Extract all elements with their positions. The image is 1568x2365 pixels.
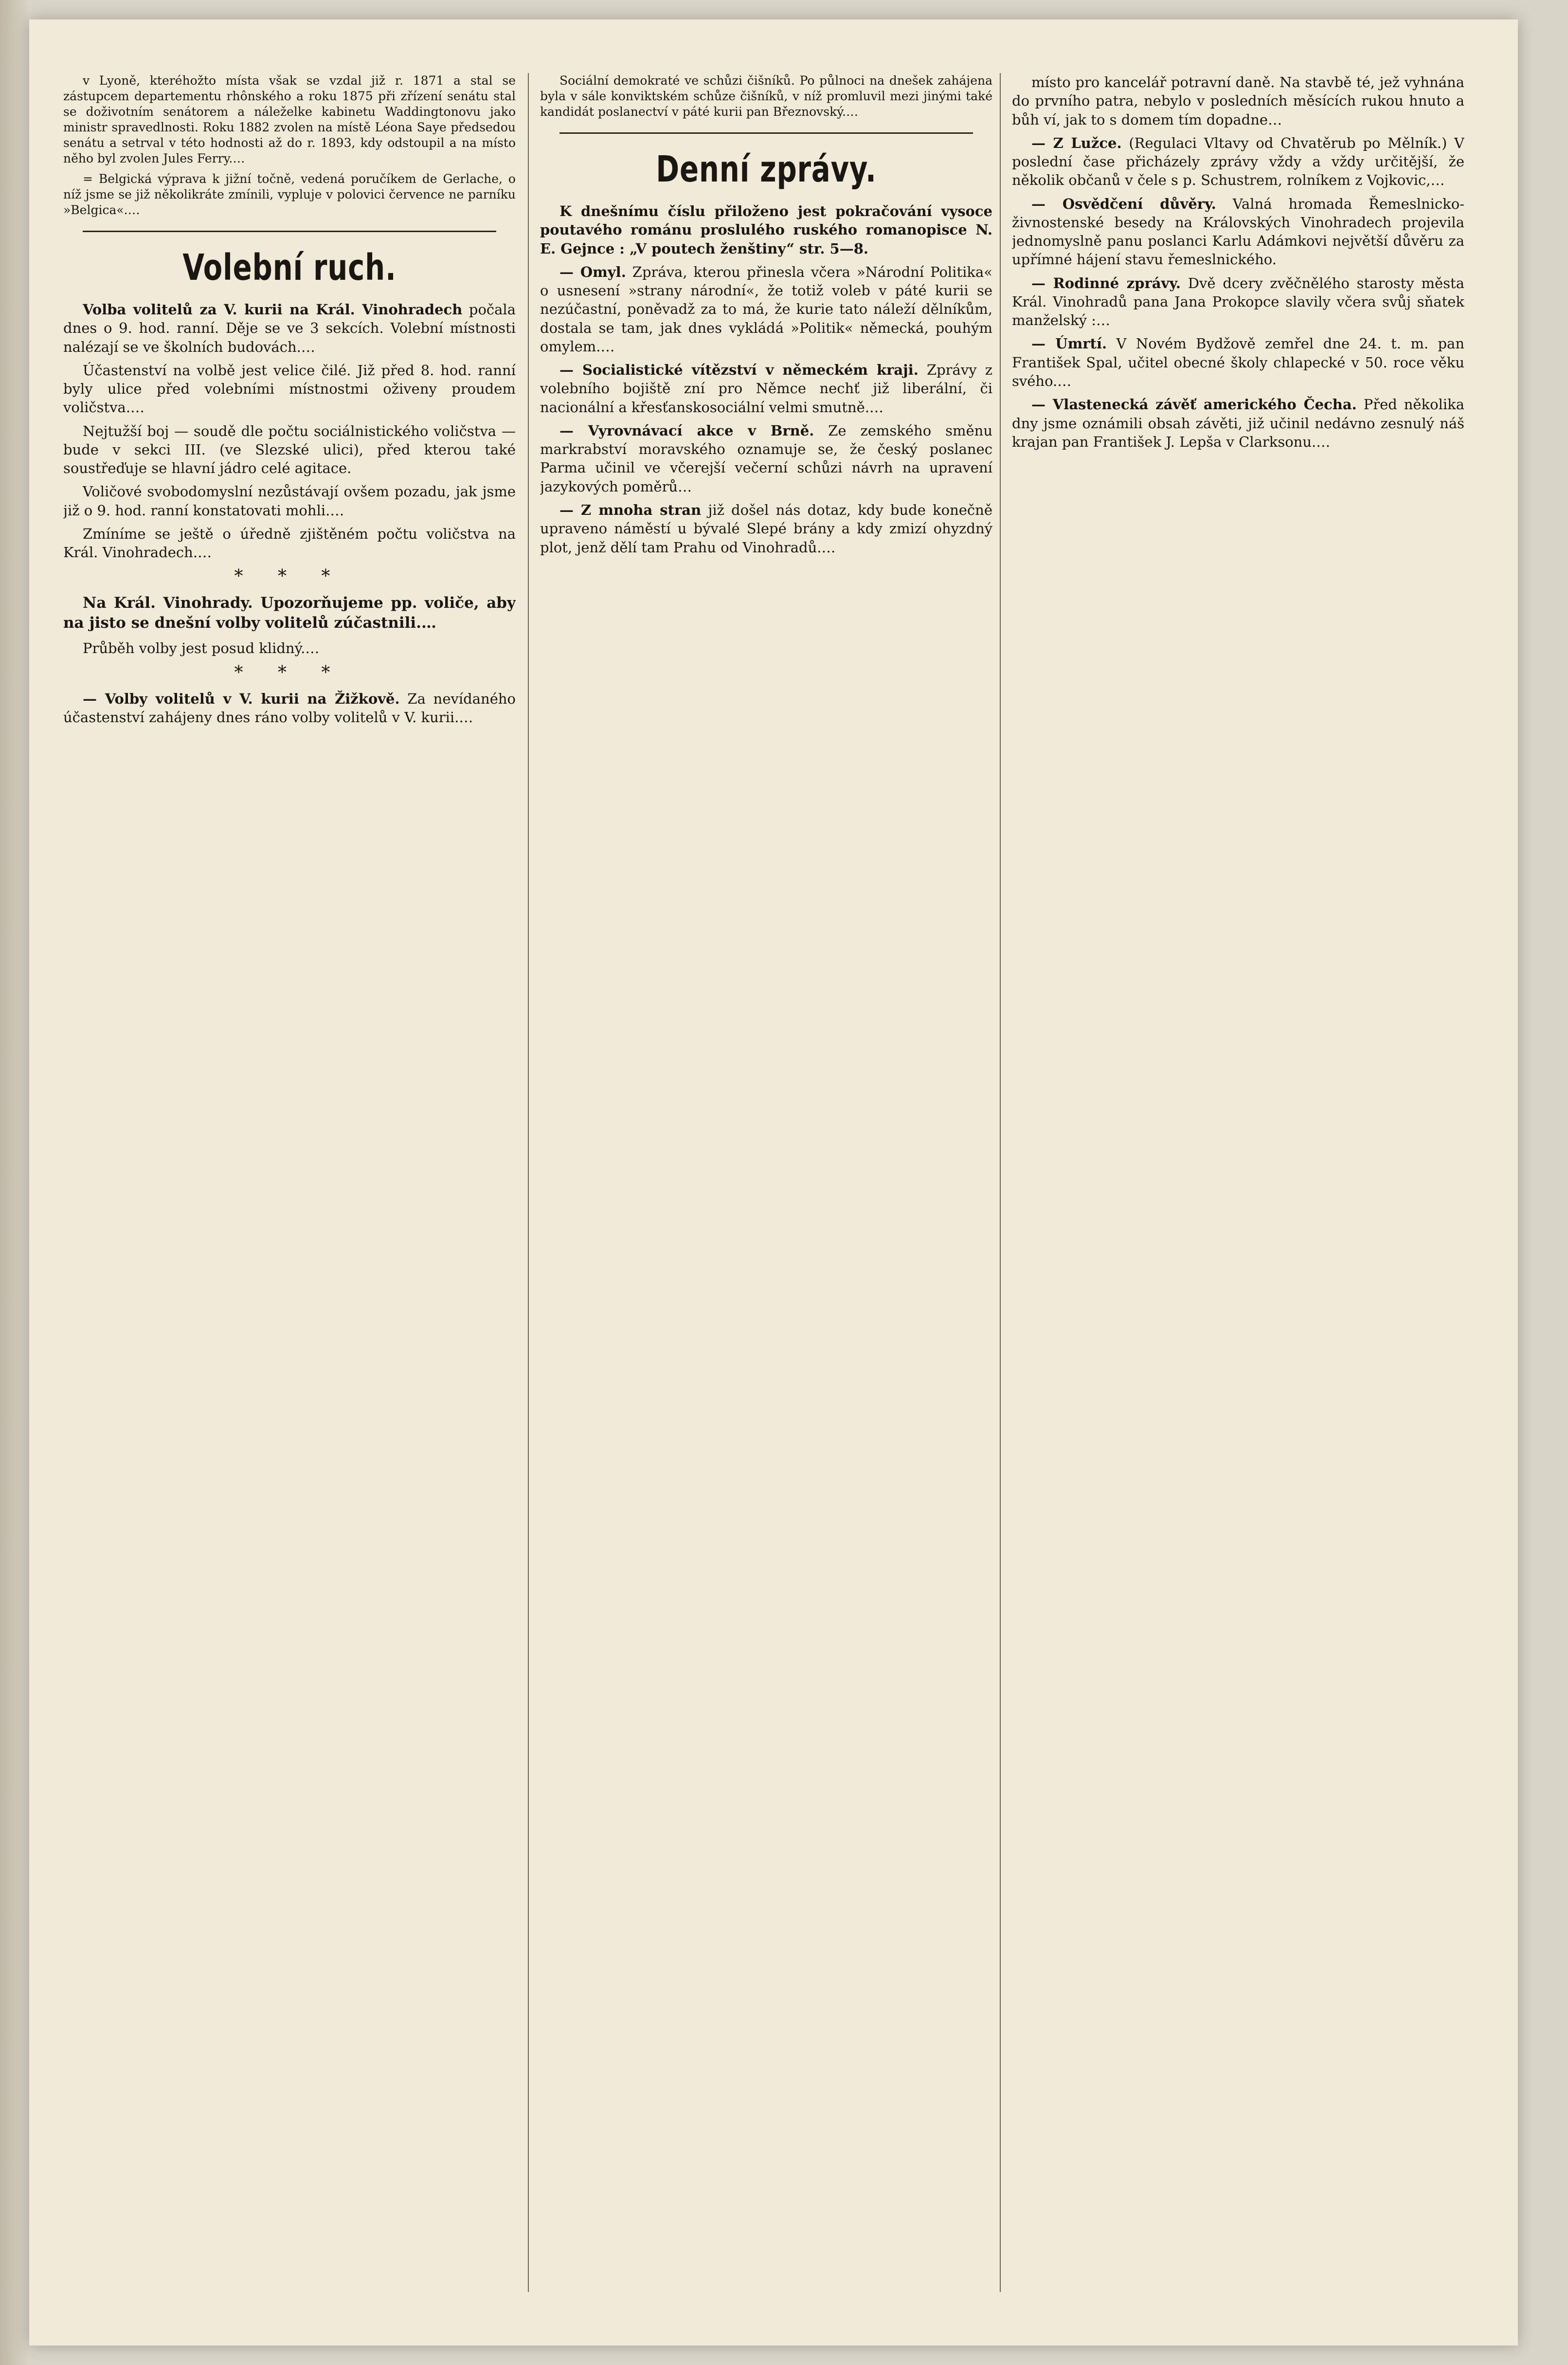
article-text: Valná hromada Řemeslnicko-živnostenské besedy na Královských Vinohradech projevila jednomyslně panu poslanci Karlu Adámkovi největší důvěru za upřímné hájení stavu řemeslnického. — [1012, 195, 1464, 268]
article-headline: — Z Lužce. — [1031, 134, 1122, 151]
article-omyl — [540, 263, 992, 356]
article-headline: — Z mnoha stran — [559, 501, 702, 518]
column-2 — [540, 73, 992, 2292]
lead-notice-supplement: K dnešnímu číslu přiloženo jest pokračování vysoce poutavého románu proslulého ruského romanopisce N. E. Gejnce : „V poutech ženštiny“ str. 5—8. — [540, 203, 992, 257]
column-rule-right — [1000, 73, 1001, 2292]
article-text: Dvě dcery zvěčnělého starosty města Král. Vinohradů pana Jana Prokopce slavily včera svůj sňatek manželský :… — [1012, 274, 1464, 329]
article-headline: — Socialistické vítězství v německém kraji. — [559, 362, 919, 379]
section-divider — [83, 231, 496, 232]
notice-kral-vinohrady — [63, 593, 516, 633]
article-text: Zprávy z volebního bojiště zní pro Němce nechť již liberální, či nacionální a křesťanskosociální velmi smutně.… — [540, 362, 992, 416]
notice-headline: Na Král. Vinohrady. — [83, 594, 253, 612]
article-umrti — [1012, 334, 1464, 390]
section-title-denni-zpravy: Denní zprávy. — [656, 148, 877, 190]
intro-paragraph-belgica: = Belgická výprava k jižní točně, vedená poručíkem de Gerlache, o níž jsme se již několikráte zmínili, vypluje v polovici července ne parníku »Belgica«.… — [63, 172, 516, 217]
article-z-luzce — [1012, 134, 1464, 190]
article-vlastenecka-zavet — [1012, 395, 1464, 451]
article-socialisticke-vitezstvi — [540, 361, 992, 417]
article-text: Před několika dny jsme oznámili obsah závěti, již učinil nedávno zesnulý náš krajan pan František J. Lepša v Clarksonu.… — [1012, 396, 1464, 450]
article-nejtuzsi-boj: Nejtužší boj — soudě dle počtu sociálnistického voličstva — bude v sekci III. (ve Slezské ulici), před kterou také soustřeďuje se hlavní jádro celé agitace. — [63, 422, 516, 477]
article-ucastenstvi: Účastenství na volbě jest velice čilé. Již před 8. hod. ranní byly ulice před volebními místnostmi oživeny proudem voličstva.… — [63, 362, 516, 416]
article-text: (Regulaci Vltavy od Chvatěrub po Mělník.) V poslední čase přicházely zprávy vždy a vždy určitější, že několik občanů v čele s p. Schustrem, rolníkem z Vojkovic,… — [1012, 134, 1464, 189]
article-socialni-demokrate-cisnici: Sociální demokraté ve schůzi čišníků. Po půlnoci na dnešek zahájena byla v sále konviktském schůze čišníků, v níž promluvil mezi jinými také kandidát poslanectví v páté kurii pan Březnovský.… — [540, 73, 992, 119]
article-text: již došel nás dotaz, kdy bude konečně upraveno náměstí u bývalé Slepé brány a kdy zmizí ohyzdný plot, jenž dělí tam Prahu od Vinohradů.… — [540, 501, 992, 556]
section-divider — [559, 132, 973, 134]
column-rule-left — [528, 73, 529, 2292]
article-headline: — Volby volitelů v V. kurii na Žižkově. — [83, 690, 400, 707]
article-text: Ze zemského směnu markrabství moravského oznamuje se, že český poslanec Parma učinil ve včerejší večerní schůzi návrh na upravení jazykových poměrů… — [540, 422, 992, 495]
article-osvedceni-duvery — [1012, 195, 1464, 269]
column-3 — [1012, 73, 1464, 2292]
article-headline: — Rodinné zprávy. — [1031, 274, 1181, 291]
separator-stars: * * * — [234, 566, 345, 587]
article-headline: — Vlastenecká závěť amerického Čecha. — [1031, 396, 1357, 413]
intro-paragraph-lyon: v Lyoně, kteréhožto místa však se vzdal již r. 1871 a stal se zástupcem departementu rhônského a roku 1875 při zřízení senátu stal se doživotním senátorem a náleželke kabinetu Waddingtonovu jako ministr spravedlnosti. Roku 1882 zvolen na místě Léona Saye předsedou senátu a setrval v této hodnosti až do r. 1893, kdy odstoupil a na místo něho byl zvolen Jules Ferry.… — [63, 73, 516, 165]
article-z-mnoha-stran — [540, 501, 992, 557]
article-headline: — Osvědčení důvěry. — [1031, 195, 1216, 212]
article-text: V Novém Bydžově zemřel dne 24. t. m. pan František Spal, učitel obecné školy chlapecké v 50. roce věku svého.… — [1012, 335, 1464, 389]
article-rodinne-zpravy — [1012, 274, 1464, 330]
notice-text: Upozorňujeme pp. voliče, aby na jisto se dnešní volby volitelů zúčastnili.… — [63, 594, 516, 632]
book-binding-shadow — [0, 0, 29, 2365]
article-headline: Volba volitelů za V. kurii na Král. Vinohradech — [83, 301, 463, 318]
article-kancelar-potravni-dane: místo pro kancelář potravní daně. Na stavbě té, jež vyhnána do prvního patra, nebylo v posledních měsících rukou hnuto a bůh ví, jak to s domem tím dopadne… — [1012, 74, 1464, 128]
article-prubeh-volby: Průběh volby jest posud klidný.… — [83, 640, 320, 657]
article-text: počala dnes o 9. hod. ranní. Děje se ve 3 sekcích. Volební místnosti nalézají se ve školních budovách.… — [63, 301, 516, 355]
column-1 — [63, 73, 516, 2292]
article-headline: — Vyrovnávací akce v Brně. — [559, 422, 814, 439]
article-volby-zizkov — [63, 690, 516, 727]
article-vyrovnavaci-akce — [540, 421, 992, 496]
article-pocet-volicstva: Zmíníme se ještě o úředně zjištěném počtu voličstva na Král. Vinohradech.… — [63, 525, 516, 561]
article-headline: — Úmrtí. — [1031, 335, 1107, 352]
article-headline: — Omyl. — [559, 263, 626, 280]
section-title-volebni-ruch: Volební ruch. — [182, 247, 397, 289]
article-text: Za nevídaného účastenství zahájeny dnes ráno volby volitelů v V. kurii.… — [63, 690, 516, 726]
separator-stars-2: * * * — [234, 662, 345, 683]
article-volba-vinohrady — [63, 300, 516, 356]
article-text: Zpráva, kterou přinesla včera »Národní Politika« o usnesení »strany národní«, že totiž voleb v páté kurii se nezúčastní, poněvadž za to má, že kurie tato náleží dělníkům, dostala se tam, jak dnes vykládá »Politik« německá, pouhým omylem.… — [540, 263, 992, 355]
article-volicove: Voličové svobodomyslní nezůstávají ovšem pozadu, jak jsme již o 9. hod. ranní konstatovati mohli.… — [63, 483, 516, 519]
